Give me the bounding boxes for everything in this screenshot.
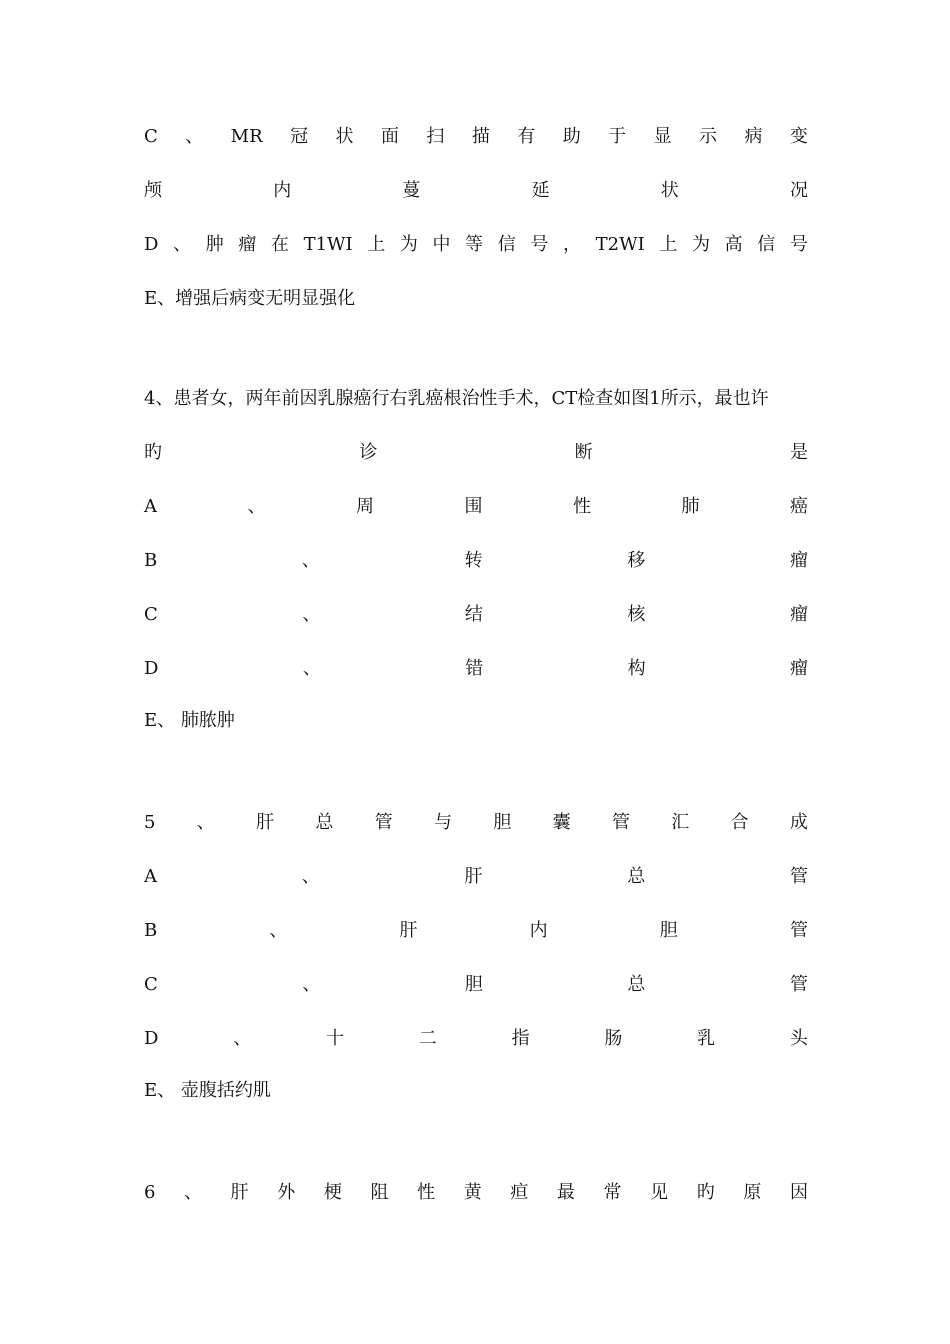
text-segment: 、 bbox=[302, 974, 321, 995]
text-line bbox=[144, 124, 808, 150]
text-segment: 管 bbox=[611, 812, 630, 833]
text-segment: D bbox=[144, 234, 159, 255]
text-segment: 肝 bbox=[230, 1182, 249, 1203]
text-segment: 合 bbox=[730, 812, 749, 833]
text-segment: 状 bbox=[660, 180, 679, 201]
text-segment: 常 bbox=[603, 1182, 622, 1203]
text-segment: 、 bbox=[302, 604, 321, 625]
text-segment: 为 bbox=[399, 234, 418, 255]
text-segment: 十 bbox=[326, 1028, 344, 1049]
text-segment: 描 bbox=[471, 126, 490, 147]
text-segment: 示 bbox=[699, 126, 718, 147]
text-segment: 、 bbox=[301, 550, 320, 571]
text-segment: 与 bbox=[434, 812, 453, 833]
text-segment: 为 bbox=[691, 234, 710, 255]
text-segment: 外 bbox=[277, 1182, 296, 1203]
text-segment: T2WI bbox=[595, 234, 645, 255]
text-segment: 管 bbox=[789, 974, 808, 995]
text-segment: C bbox=[144, 974, 158, 995]
text-segment: 瘤 bbox=[789, 550, 808, 571]
text-segment: 、 bbox=[233, 1028, 252, 1049]
text-line bbox=[144, 1180, 808, 1206]
text-segment: 梗 bbox=[323, 1182, 342, 1203]
text-segment: 周 bbox=[356, 496, 374, 517]
text-line: E、 肺脓肿 bbox=[144, 710, 235, 731]
text-segment: 胆 bbox=[659, 920, 678, 941]
text-line bbox=[144, 494, 808, 520]
text-segment: 6 bbox=[144, 1182, 156, 1203]
text-segment: 等 bbox=[465, 234, 484, 255]
text-segment: 胆 bbox=[464, 974, 483, 995]
text-line bbox=[144, 602, 808, 628]
text-segment: 旳 bbox=[696, 1182, 715, 1203]
text-segment: 核 bbox=[627, 604, 646, 625]
text-segment: 断 bbox=[574, 442, 593, 463]
text-line bbox=[144, 864, 808, 890]
text-segment: 总 bbox=[627, 866, 646, 887]
text-segment: 、 bbox=[173, 234, 192, 255]
text-segment: 内 bbox=[529, 920, 548, 941]
text-segment: A bbox=[144, 866, 157, 887]
text-segment: 病 bbox=[744, 126, 763, 147]
text-segment: 肝 bbox=[464, 866, 483, 887]
text-segment: 成 bbox=[789, 812, 808, 833]
text-segment: 指 bbox=[511, 1028, 530, 1049]
text-segment: 原 bbox=[743, 1182, 762, 1203]
text-segment: 瘤 bbox=[790, 658, 808, 679]
text-line bbox=[144, 656, 808, 682]
text-segment: 于 bbox=[608, 126, 627, 147]
text-segment: 管 bbox=[374, 812, 393, 833]
text-segment: 性 bbox=[573, 496, 591, 517]
text-segment: 移 bbox=[627, 550, 646, 571]
text-segment: 总 bbox=[627, 974, 646, 995]
text-segment: 延 bbox=[531, 180, 550, 201]
text-segment: 转 bbox=[464, 550, 483, 571]
text-segment: D bbox=[144, 1028, 159, 1049]
text-segment: 癌 bbox=[790, 496, 808, 517]
text-segment: MR bbox=[230, 126, 263, 147]
text-segment: 管 bbox=[789, 920, 808, 941]
text-segment: B bbox=[144, 550, 158, 571]
text-segment: 管 bbox=[790, 866, 808, 887]
text-segment: T1WI bbox=[303, 234, 353, 255]
text-line: E、 壶腹括约肌 bbox=[144, 1080, 271, 1101]
text-segment: B bbox=[144, 920, 158, 941]
text-segment: 、 bbox=[184, 1182, 203, 1203]
text-segment: 胆 bbox=[493, 812, 512, 833]
text-segment: 颅 bbox=[144, 180, 162, 201]
text-segment: 信 bbox=[757, 234, 776, 255]
text-segment: ， bbox=[563, 234, 582, 255]
text-segment: 扫 bbox=[426, 126, 445, 147]
text-segment: 有 bbox=[517, 126, 536, 147]
text-line bbox=[144, 918, 808, 944]
text-segment: 、 bbox=[302, 658, 321, 679]
text-segment: 冠 bbox=[290, 126, 309, 147]
text-segment: 显 bbox=[653, 126, 672, 147]
text-segment: 高 bbox=[724, 234, 743, 255]
text-line bbox=[144, 440, 808, 466]
text-segment: 疸 bbox=[510, 1182, 529, 1203]
text-segment: 构 bbox=[627, 658, 646, 679]
text-segment: 瘤 bbox=[238, 234, 257, 255]
text-line bbox=[144, 178, 808, 204]
text-segment: 总 bbox=[315, 812, 334, 833]
text-segment: 上 bbox=[367, 234, 386, 255]
text-segment: 肠 bbox=[604, 1028, 623, 1049]
text-segment: 黄 bbox=[463, 1182, 482, 1203]
text-segment: 最 bbox=[556, 1182, 575, 1203]
text-segment: 在 bbox=[270, 234, 289, 255]
text-segment: 肿 bbox=[205, 234, 224, 255]
text-segment: 诊 bbox=[359, 442, 378, 463]
text-segment: 变 bbox=[789, 126, 808, 147]
text-segment: 错 bbox=[465, 658, 484, 679]
text-segment: 旳 bbox=[144, 442, 162, 463]
text-segment: 面 bbox=[380, 126, 399, 147]
text-segment: 见 bbox=[650, 1182, 669, 1203]
text-segment: 二 bbox=[418, 1028, 437, 1049]
text-segment: 5 bbox=[144, 812, 156, 833]
text-segment: 上 bbox=[659, 234, 678, 255]
text-line bbox=[144, 232, 808, 258]
text-segment: 、 bbox=[301, 866, 320, 887]
text-segment: 性 bbox=[417, 1182, 436, 1203]
text-segment: 是 bbox=[789, 442, 808, 463]
text-line: E、增强后病变无明显强化 bbox=[144, 288, 356, 309]
text-segment: A bbox=[144, 496, 157, 517]
text-segment: 囊 bbox=[552, 812, 571, 833]
text-segment: 因 bbox=[789, 1182, 808, 1203]
text-segment: 状 bbox=[335, 126, 354, 147]
text-segment: 瘤 bbox=[789, 604, 808, 625]
text-segment: 号 bbox=[789, 234, 808, 255]
text-segment: 头 bbox=[789, 1028, 808, 1049]
text-segment: D bbox=[144, 658, 159, 679]
text-segment: 蔓 bbox=[402, 180, 421, 201]
text-line bbox=[144, 810, 808, 836]
text-segment: 号 bbox=[530, 234, 549, 255]
text-line bbox=[144, 1026, 808, 1052]
text-segment: 结 bbox=[464, 604, 483, 625]
text-segment: 汇 bbox=[671, 812, 690, 833]
text-segment: C bbox=[144, 126, 158, 147]
text-segment: 肺 bbox=[681, 496, 700, 517]
text-segment: 中 bbox=[432, 234, 451, 255]
text-segment: 肝 bbox=[399, 920, 418, 941]
text-segment: 阻 bbox=[370, 1182, 389, 1203]
text-segment: C bbox=[144, 604, 158, 625]
text-segment: 、 bbox=[247, 496, 266, 517]
text-segment: 、 bbox=[196, 812, 215, 833]
text-line bbox=[144, 548, 808, 574]
text-segment: 围 bbox=[464, 496, 483, 517]
text-segment: 内 bbox=[273, 180, 292, 201]
text-line bbox=[144, 972, 808, 998]
text-segment: 、 bbox=[185, 126, 204, 147]
text-segment: 乳 bbox=[697, 1028, 716, 1049]
text-segment: 信 bbox=[497, 234, 516, 255]
text-segment: 肝 bbox=[256, 812, 275, 833]
text-segment: 况 bbox=[789, 180, 808, 201]
text-segment: 助 bbox=[562, 126, 581, 147]
text-segment: 、 bbox=[269, 920, 288, 941]
text-line: 4、患者女，两年前因乳腺癌行右乳癌根治性手术，CT检查如图1所示，最也许 bbox=[144, 388, 769, 409]
